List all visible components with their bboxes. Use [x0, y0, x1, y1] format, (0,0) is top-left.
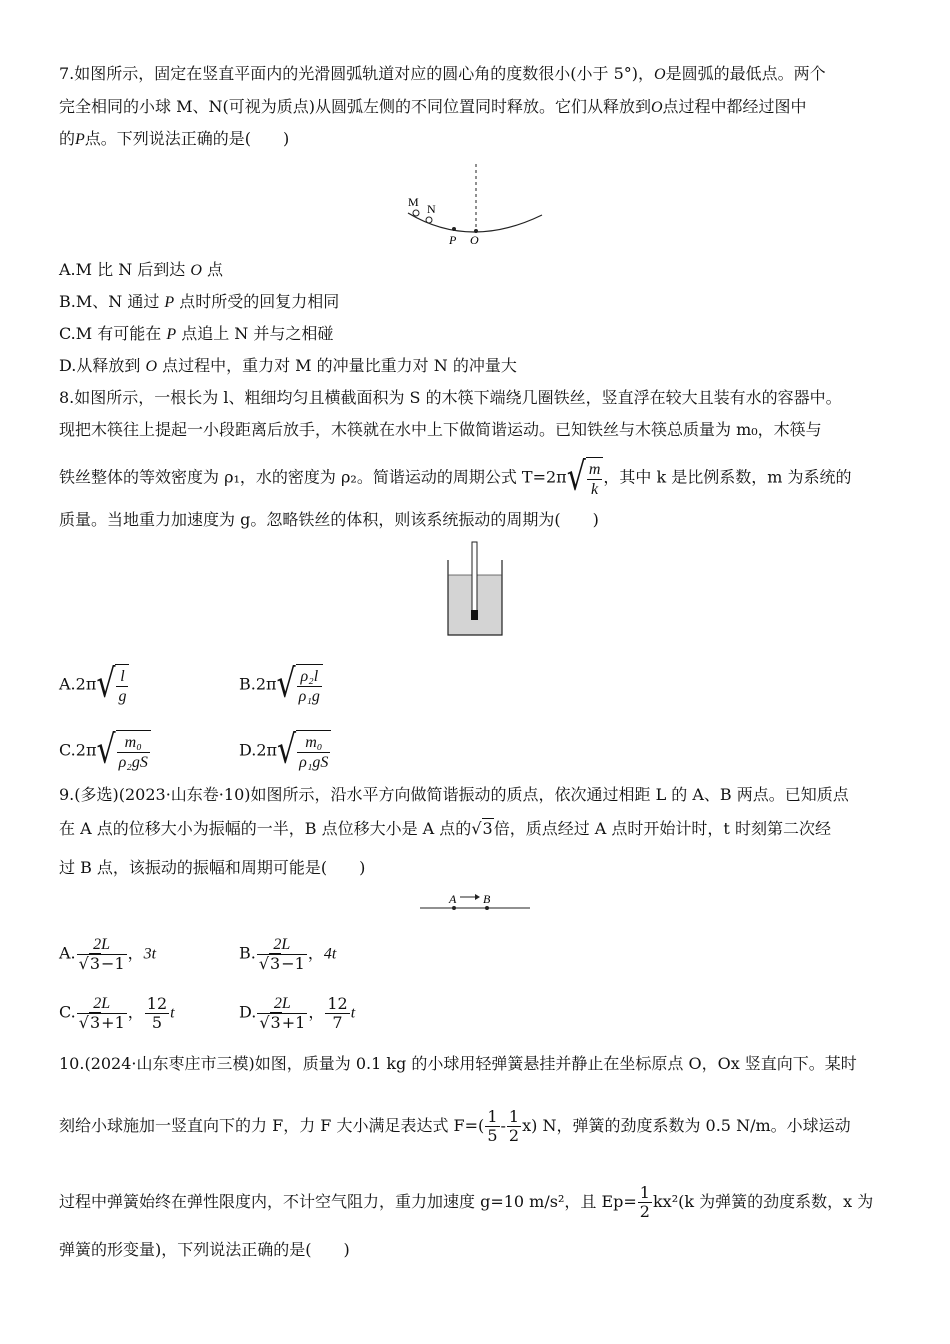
q7-line-2: 完全相同的小球 M、N(可视为质点)从圆弧左侧的不同位置同时释放。它们从释放到O点过程中都经过图中	[59, 97, 807, 116]
chopstick	[472, 542, 477, 614]
q10-line-3: 过程中弹簧始终在弹性限度内，不计空气阻力，重力加速度 g=10 m/s²，且 Ep= $\frac{1}{2}$ kx²(k 为弹簧的劲度系数，x 为	[59, 1183, 874, 1221]
label-b: B	[483, 892, 491, 906]
q8-option-c: C.2π√ $\frac{\text{m₀}}{\text{ρ₂gS}}$	[59, 730, 151, 772]
q9-line-3: 过 B 点，该振动的振幅和周期可能是( )	[59, 858, 366, 877]
q8-option-a: A.2π√ $\frac{l}{g}$	[59, 664, 129, 706]
q9-line-2: 在 A 点的位移大小为振幅的一半，B 点位移大小是 A 点的√3倍，质点经过 A 点时开始计时，t 时刻第二次经	[59, 819, 831, 838]
q7-option-b: B.M、N 通过 P 点时所受的回复力相同	[59, 292, 340, 311]
q8-line-1: 8.如图所示，一根长为 l、粗细均匀且横截面积为 S 的木筷下端绕几圈铁丝，竖直浮在较大且装有水的容器中。	[59, 388, 842, 407]
label-o: O	[470, 233, 479, 247]
q7-option-c: C.M 有可能在 P 点追上 N 并与之相碰	[59, 324, 334, 343]
q8-line-3: 铁丝整体的等效密度为 ρ₁，水的密度为 ρ₂。简谐运动的周期公式 T=2π√ $\frac{m}{k}$ ，其中 k 是比例系数，m 为系统的	[59, 454, 852, 501]
q10-line-4: 弹簧的形变量)，下列说法正确的是( )	[59, 1240, 350, 1259]
q9-option-d: D. $\frac{2L}{√3+1}$ ， $\frac{12}{7}$ t	[239, 993, 356, 1032]
q8-container-figure	[446, 540, 506, 640]
q9-ab-figure	[418, 886, 533, 916]
label-m: M	[408, 195, 419, 209]
q7-line-1: 7.如图所示，固定在竖直平面内的光滑圆弧轨道对应的圆心角的度数很小(小于 5°)，O是圆弧的最低点。两个	[59, 64, 826, 83]
q9-option-c: C. $\frac{2L}{√3+1}$ ， $\frac{12}{5}$ t	[59, 993, 175, 1032]
arrow-head-icon	[475, 894, 480, 900]
q8-option-d: D.2π√ $\frac{\text{m₀}}{\text{ρ₁gS}}$	[239, 730, 331, 772]
q7-option-d: D.从释放到 O 点过程中，重力对 M 的冲量比重力对 N 的冲量大	[59, 356, 517, 375]
point-a	[452, 906, 456, 910]
q9-line-1: 9.(多选)(2023·山东卷·10)如图所示，沿水平方向做简谐振动的质点，依次通过相距 L 的 A、B 两点。已知质点	[59, 785, 849, 804]
q7-line-3: 的P点。下列说法正确的是( )	[59, 129, 290, 148]
q8-option-b: B.2π√ $\frac{\text{ρ₂l}}{\text{ρ₁g}}$	[239, 664, 323, 706]
q7-option-a: A.M 比 N 后到达 O 点	[59, 260, 224, 279]
point-b	[485, 906, 489, 910]
q10-line-1: 10.(2024·山东枣庄市三模)如图，质量为 0.1 kg 的小球用轻弹簧悬挂并静止在坐标原点 O，Ox 竖直向下。某时	[59, 1054, 857, 1073]
ball-m	[413, 210, 419, 216]
q9-option-a: A. $\frac{2L}{√3-1}$ ，3t	[59, 936, 157, 973]
label-n: N	[427, 202, 436, 216]
q7-arc-figure	[400, 160, 560, 260]
q8-sqrt: √ $\frac{m}{k}$	[567, 457, 604, 499]
q10-line-2: 刻给小球施加一竖直向下的力 F，力 F 大小满足表达式 F=( $\frac{1}{5}$ - $\frac{1}{2}$ x) N，弹簧的劲度系数为 0.5 N/m。小球运动	[59, 1107, 851, 1145]
label-p: P	[449, 233, 457, 247]
label-a: A	[449, 892, 457, 906]
ball-n	[426, 217, 432, 223]
point-p	[452, 227, 456, 231]
q8-line-4: 质量。当地重力加速度为 g。忽略铁丝的体积，则该系统振动的周期为( )	[59, 510, 599, 529]
iron-wire	[471, 610, 478, 620]
q9-option-b: B. $\frac{2L}{√3-1}$ ，4t	[239, 936, 337, 973]
q8-line-2: 现把木筷往上提起一小段距离后放手，木筷就在水中上下做简谐运动。已知铁丝与木筷总质量为 m₀，木筷与	[59, 420, 822, 439]
